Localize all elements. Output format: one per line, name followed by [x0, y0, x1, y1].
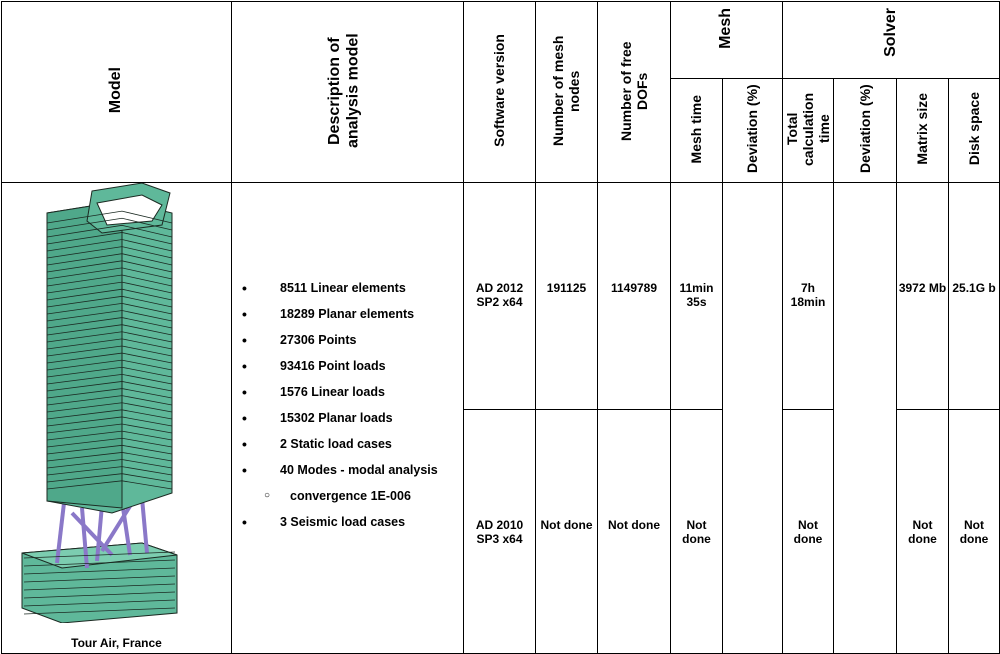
mesh-deviation-cell: [723, 183, 783, 654]
row2-mesh-nodes: Not done: [536, 410, 598, 654]
header-free-dofs: Number of free DOFs: [598, 2, 671, 183]
description-list: [240, 275, 463, 535]
header-description: Description of analysis model: [232, 2, 464, 183]
description-item: • 2 Static load cases: [240, 431, 463, 457]
row1-total-calc-time: 7h 18min: [783, 183, 834, 410]
header-solver-group: Solver: [783, 2, 1000, 79]
header-mesh-group: Mesh: [671, 2, 783, 79]
row2-matrix-size: Not done: [897, 410, 949, 654]
description-item: • 1576 Linear loads: [240, 379, 463, 405]
description-cell: [232, 183, 464, 654]
solver-deviation-cell: [834, 183, 897, 654]
model-cell: [2, 183, 232, 654]
description-item: • 8511 Linear elements: [240, 275, 463, 301]
header-disk-space: Disk space: [949, 79, 1000, 183]
benchmark-table: [1, 1, 1000, 654]
header-matrix-size: Matrix size: [897, 79, 949, 183]
header-model: Model: [2, 2, 232, 183]
header-mesh-deviation: Deviation (%): [723, 79, 783, 183]
header-solver-deviation: Deviation (%): [834, 79, 897, 183]
row1-mesh-time: 11min 35s: [671, 183, 723, 410]
row2-software: AD 2010 SP3 x64: [464, 410, 536, 654]
row2-total-calc-time: Not done: [783, 410, 834, 654]
description-item: • 93416 Point loads: [240, 353, 463, 379]
row2-disk-space: Not done: [949, 410, 1000, 654]
model-caption: Tour Air, France: [71, 636, 162, 650]
header-mesh-time: Mesh time: [671, 79, 723, 183]
row1-free-dofs: 1149789: [598, 183, 671, 410]
row1-mesh-nodes: 191125: [536, 183, 598, 410]
description-item: • 3 Seismic load cases: [240, 509, 463, 535]
header-total-calc-time: Total calculation time: [783, 79, 834, 183]
row1-disk-space: 25.1G b: [949, 183, 1000, 410]
description-item: ○ convergence 1E-006: [240, 483, 463, 509]
header-mesh-nodes: Number of mesh nodes: [536, 2, 598, 183]
building-model-image: [2, 183, 230, 623]
header-software-version: Software version: [464, 2, 536, 183]
description-item: • 18289 Planar elements: [240, 301, 463, 327]
description-item: • 15302 Planar loads: [240, 405, 463, 431]
row2-mesh-time: Not done: [671, 410, 723, 654]
row1-matrix-size: 3972 Mb: [897, 183, 949, 410]
description-item: • 27306 Points: [240, 327, 463, 353]
row1-software: AD 2012 SP2 x64: [464, 183, 536, 410]
row2-free-dofs: Not done: [598, 410, 671, 654]
description-item: • 40 Modes - modal analysis: [240, 457, 463, 483]
